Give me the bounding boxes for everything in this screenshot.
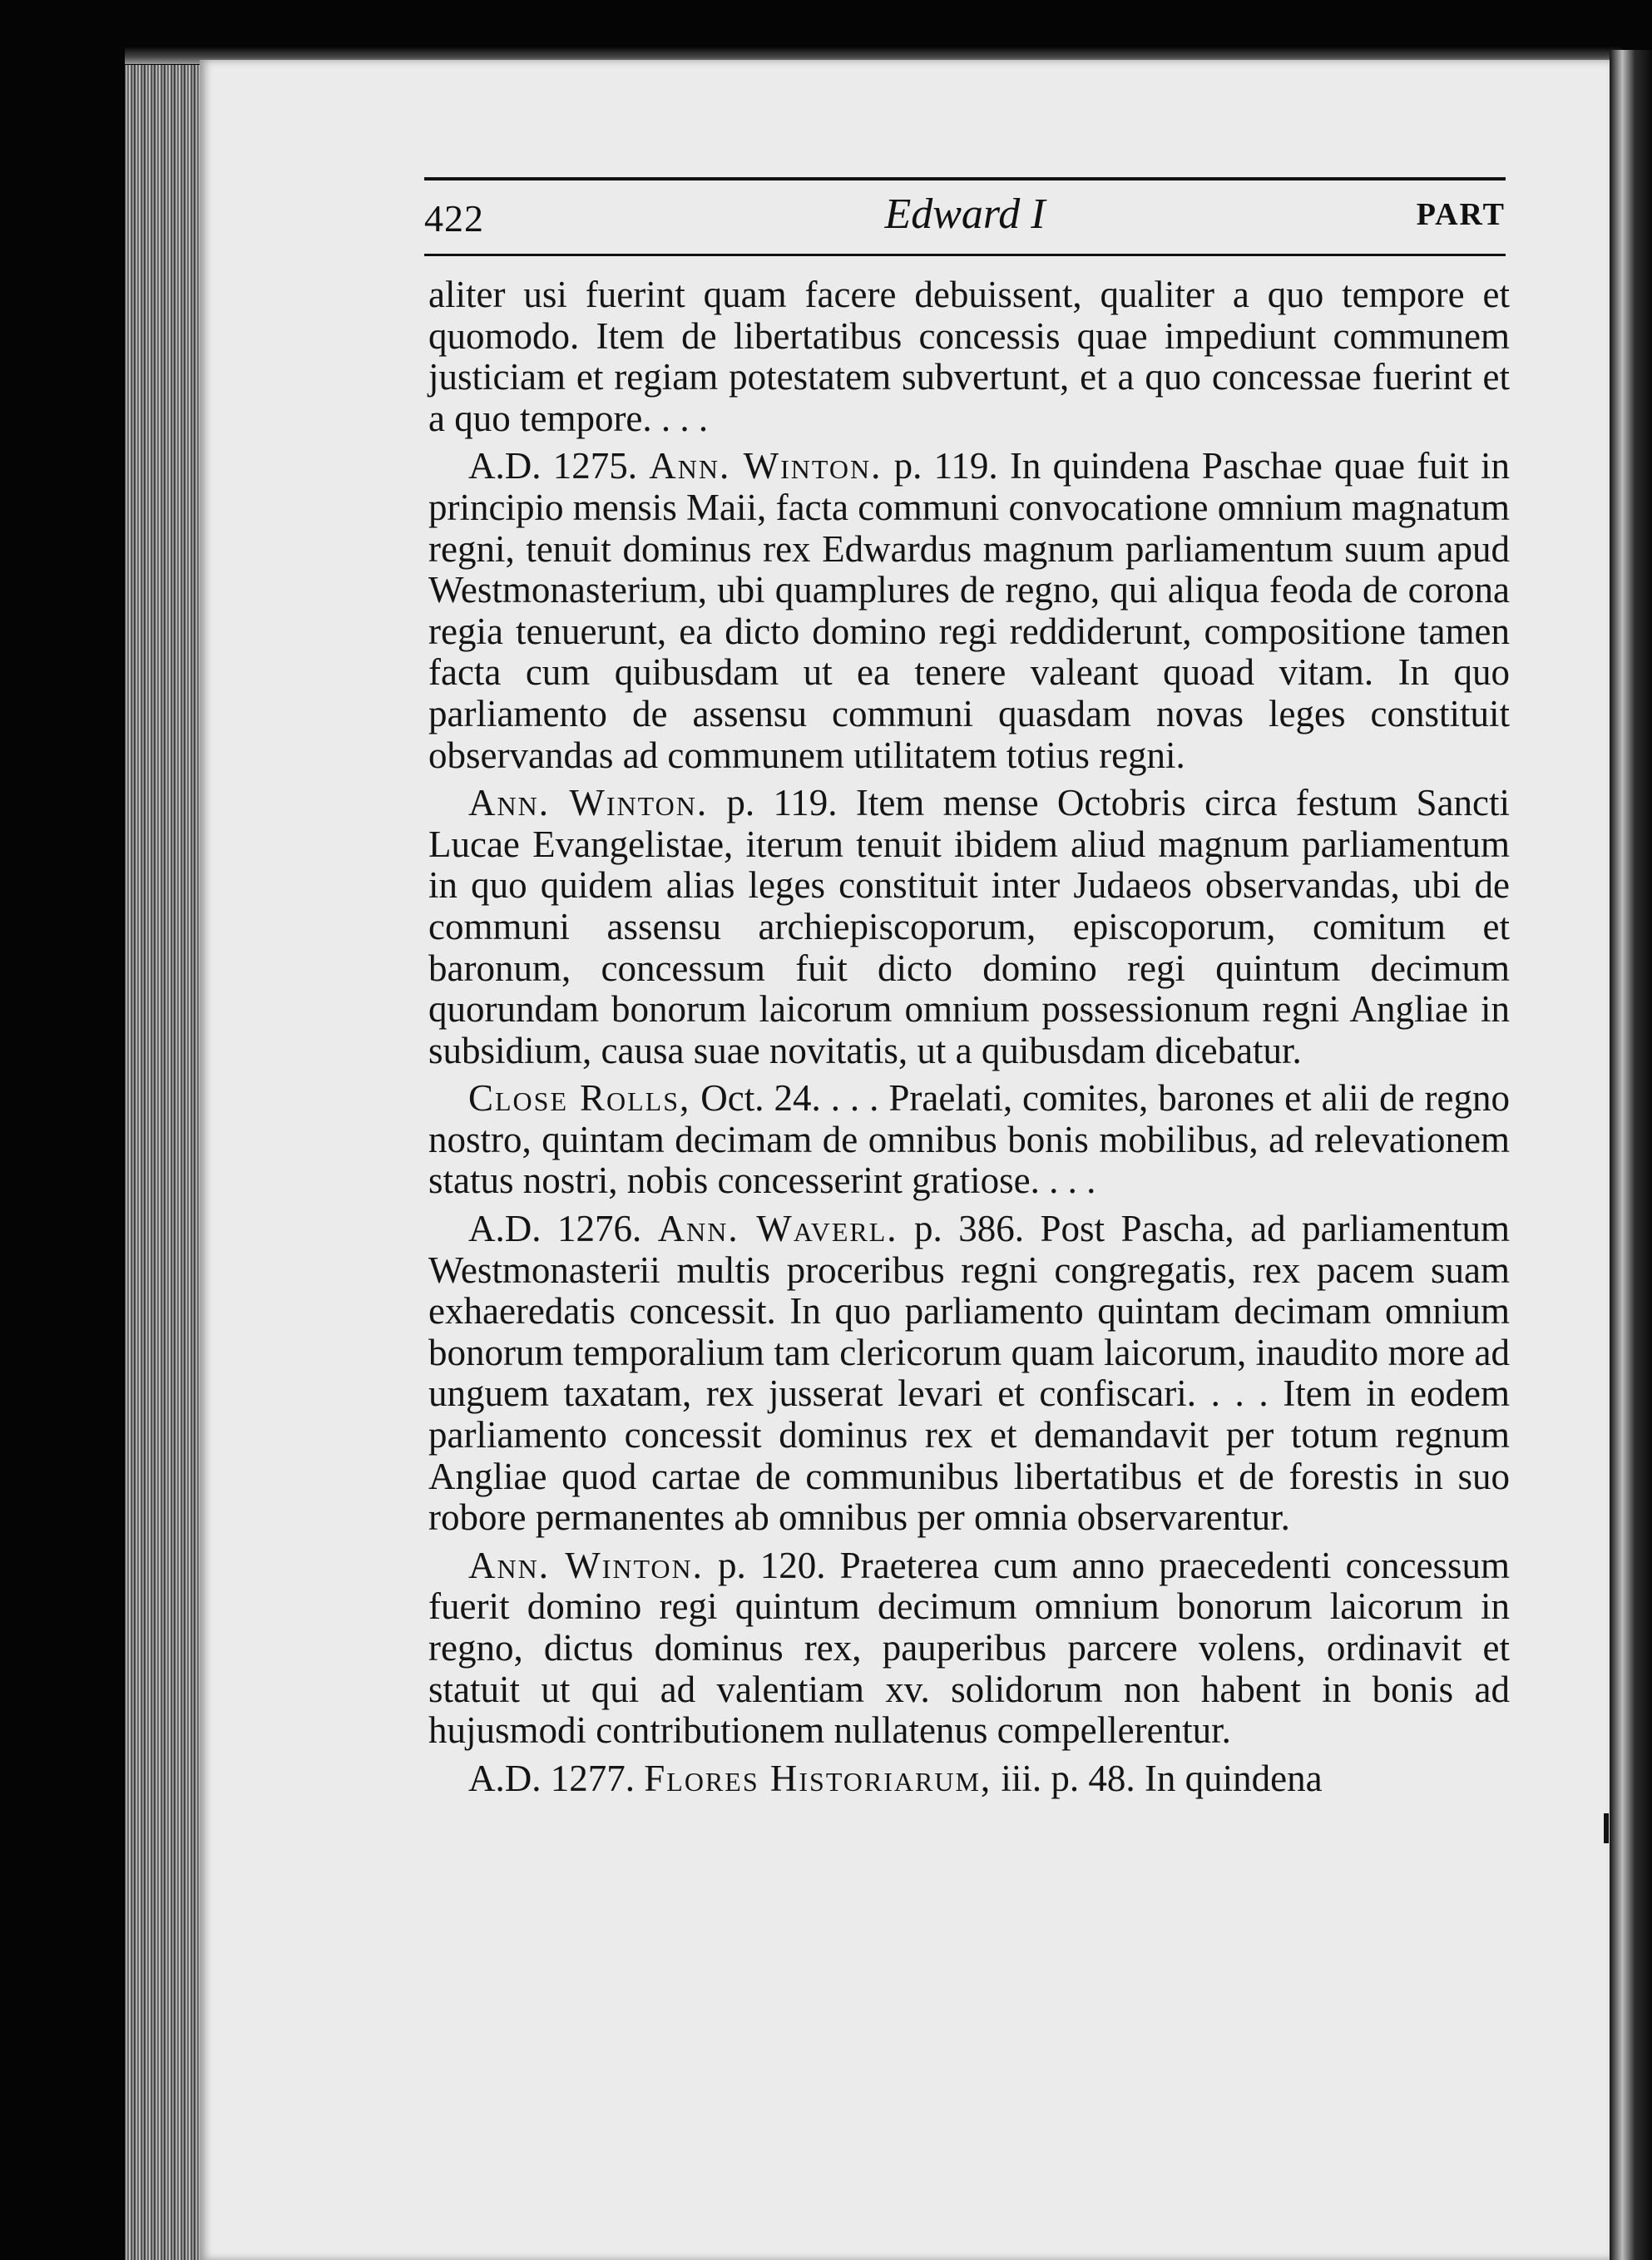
source-ref: iii. p. 48. [1001,1757,1135,1799]
page-number: 422 [424,197,484,240]
header-rule-bottom [424,254,1506,256]
book-right-edge [1610,50,1652,2260]
margin-mark [1604,1813,1609,1843]
paragraph [428,1209,1510,1539]
paragraph-text: . . . Praelati, comites, barones et alii de regno nostro, quintam decimam de omnibus bonis mobilibus, ad relevationem status nostri, nobis concesserint gratiose. . . . [428,1077,1510,1202]
body-text [428,274,1510,1806]
source-citation: Ann. Winton. [468,1544,704,1586]
paragraph-text: In quindena Paschae quae fuit in principio mensis Maii, facta communi convocatione omnium magnatum regni, tenuit dominus rex Edwardus magnum parliamentum suum apud Westmonasterium, ubi quamplures de regno, qui aliqua feoda de corona regia tenuerunt, ea dicto domino regi reddiderunt, compositione tamen facta cum quibusdam ut ea tenere valeant quoad vitam. In quo parliamento de assensu communi quasdam novas leges constituit observandas ad communem utilitatem totius regni. [428,445,1510,776]
source-citation: Flores Historiarum, [644,1757,992,1799]
paragraph [428,783,1510,1071]
paragraph-text: aliter usi fuerint quam facere debuissent, qualiter a quo tempore et quomodo. Item de libertatibus concessis quae impediunt communem justiciam et regiam potestatem subvertunt, et a quo concessae fuerint et a quo tempore. . . . [428,274,1510,439]
source-ref: p. 119. [893,445,998,487]
paragraph-text: Praeterea cum anno praecedenti concessum fuerit domino regi quintum decimum omnium bonorum laicorum in regno, dictus dominus rex, pauperibus parcere volens, ordinavit et statuit ut qui ad valentiam xv. solidorum non habent in bonis ad hujusmodi contributionem nullatenus compellerentur. [428,1544,1511,1752]
page-header [424,190,1506,248]
paragraph-text: Item mense Octobris circa festum Sancti Lucae Evangelistae, iterum tenuit ibidem aliud magnum parliamentum in quo quidem alias leges constituit inter Judaeos observandas, ubi de communi assensu archiepiscoporum, episcoporum, comitum et baronum, concessum fuit dicto domino regi quintum decimum quorundam bonorum laicorum omnium possessionum regni Angliae in subsidium, causa suae novitatis, ut a quibusdam dicebatur. [428,782,1511,1071]
source-ref: Oct. 24. [700,1077,821,1120]
date-lead: A.D. 1276. [468,1208,642,1250]
source-citation: Ann. Winton. [468,782,709,824]
source-ref: p. 119. [726,782,838,824]
paragraph-text: Post Pascha, ad parliamentum Westmonasterii multis proceribus regni congregatis, rex pacem suam exhaeredatis concessit. In quo parliamento quintam decimam omnium bonorum temporalium tam clericorum quam laicorum, inaudito more ad unguem taxatam, rex jusserat levari et confiscari. . . . Item in eodem parliamento concessit dominus rex et demandavit per totum regnum Angliae quod cartae de communibus libertatibus et de forestis in suo robore permanentes ab omnibus per omnia observarentur. [428,1208,1511,1539]
source-citation: Close Rolls, [468,1077,691,1120]
header-rule-top [424,177,1506,181]
source-citation: Ann. Winton. [649,445,883,487]
paragraph [428,446,1510,776]
paragraph [428,274,1510,439]
date-lead: A.D. 1275. [468,445,637,487]
paragraph-text: In quindena [1144,1757,1323,1799]
running-head: Edward I [884,190,1046,238]
paragraph [428,1758,1510,1800]
source-ref: p. 386. [914,1208,1024,1250]
source-ref: p. 120. [717,1544,826,1586]
section-label: PART [1416,197,1506,232]
paragraph [428,1078,1510,1202]
paragraph [428,1545,1510,1752]
date-lead: A.D. 1277. [468,1757,635,1799]
source-citation: Ann. Waverl. [657,1208,898,1250]
